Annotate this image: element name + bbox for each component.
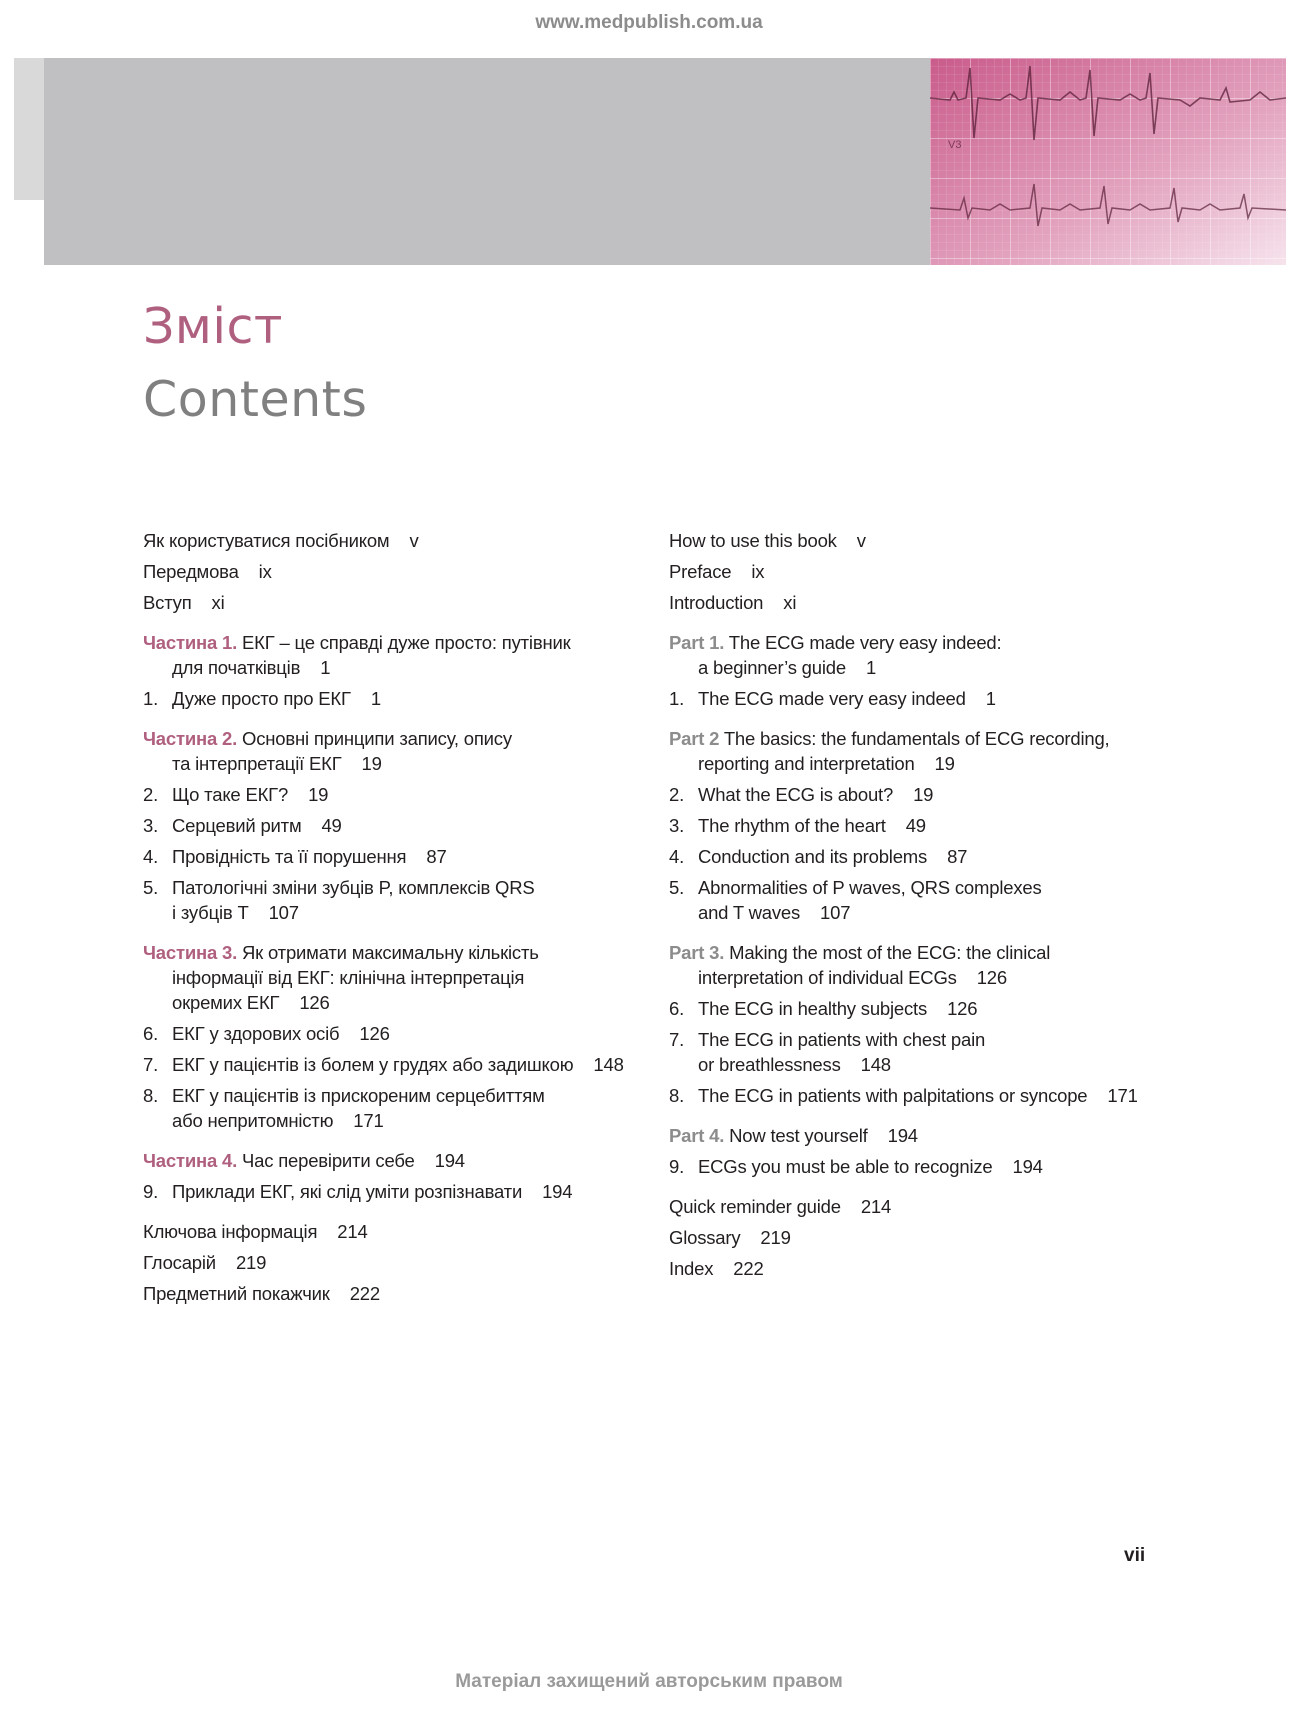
header-band-tab (14, 58, 44, 200)
entry-page: ix (751, 561, 765, 582)
entry-page: 126 (299, 992, 330, 1013)
chapter-title: Conduction and its problems (698, 846, 928, 867)
chapter-title-line1: Патологічні зміни зубців P, комплексів QRS (172, 877, 535, 898)
chapter-number: 8. (669, 1085, 685, 1106)
svg-text:V3: V3 (948, 139, 962, 151)
entry-page: 219 (235, 1252, 267, 1273)
part-title-line2: a beginner’s guide (698, 657, 846, 678)
entry-page: xi (211, 592, 225, 613)
chapter-number: 8. (143, 1085, 159, 1106)
entry-page: 49 (905, 815, 926, 836)
part-title-line3: окремих ЕКГ (172, 992, 280, 1013)
entry-page: 194 (434, 1150, 465, 1171)
chapter-number: 6. (143, 1023, 159, 1044)
entry-title: Вступ (143, 592, 192, 613)
entry-title: How to use this book (669, 530, 837, 551)
entry-page: 1 (985, 688, 996, 709)
part-label: Part 1. (669, 632, 725, 653)
toc-entry-preface[interactable] (669, 559, 1269, 584)
entry-page: 87 (426, 846, 447, 867)
toc-chapter-1[interactable] (143, 686, 673, 711)
entry-page: 107 (268, 902, 299, 923)
part-title-line2: interpretation of individual ECGs (698, 967, 957, 988)
entry-page: 126 (976, 967, 1007, 988)
entry-title: Glossary (669, 1227, 741, 1248)
part-title-line1: ЕКГ – це справді дуже просто: путівник (242, 632, 571, 653)
ecg-strip-image (930, 58, 1286, 265)
site-url: www.medpublish.com.ua (535, 12, 763, 33)
part-title-line2: reporting and interpretation (698, 753, 915, 774)
chapter-number: 4. (143, 846, 159, 867)
toc-part-2[interactable] (143, 726, 673, 776)
chapter-title-line2: і зубців T (172, 902, 249, 923)
entry-page: 19 (934, 753, 955, 774)
entry-page: 107 (820, 902, 851, 923)
header-band (44, 58, 930, 265)
entry-title: Як користуватися посібником (143, 530, 390, 551)
part-title-line1: Making the most of the ECG: the clinical (729, 942, 1051, 963)
chapter-number: 5. (669, 877, 685, 898)
entry-title: Передмова (143, 561, 239, 582)
entry-title: Глосарій (143, 1252, 216, 1273)
chapter-number: 9. (669, 1156, 685, 1177)
entry-page: 126 (359, 1023, 390, 1044)
chapter-title-line1: Abnormalities of P waves, QRS complexes (698, 877, 1042, 898)
chapter-number: 1. (143, 688, 159, 709)
chapter-title: The ECG in patients with palpitations or syncope (698, 1085, 1088, 1106)
chapter-number: 3. (143, 815, 159, 836)
entry-page: 19 (308, 784, 329, 805)
part-label: Part 3. (669, 942, 725, 963)
toc-part-4[interactable] (669, 1123, 1269, 1148)
toc-chapter-2[interactable] (669, 782, 1269, 807)
chapter-number: 3. (669, 815, 685, 836)
entry-page: 222 (733, 1258, 764, 1279)
chapter-title-line2: and T waves (698, 902, 801, 923)
entry-title: Предметний покажчик (143, 1283, 330, 1304)
part-title-line1: The ECG made very easy indeed: (728, 632, 1002, 653)
chapter-title: ЕКГ у здорових осіб (172, 1023, 340, 1044)
toc-part-3[interactable] (669, 940, 1269, 990)
toc-entry-glossary[interactable] (669, 1225, 1269, 1250)
part-title: Now test yourself (729, 1125, 868, 1146)
part-label: Part 2 (669, 728, 720, 749)
entry-title: Introduction (669, 592, 764, 613)
part-title-line2: та інтерпретації ЕКГ (172, 753, 342, 774)
entry-page: xi (783, 592, 797, 613)
entry-page: 171 (353, 1110, 384, 1131)
toc-entry-how-to-use[interactable] (143, 528, 673, 553)
page-title-ukrainian: Зміст (143, 298, 283, 355)
toc-chapter-5[interactable] (143, 875, 673, 925)
chapter-number: 9. (143, 1181, 159, 1202)
toc-chapter-1[interactable] (669, 686, 1269, 711)
chapter-title: Провідність та її порушення (172, 846, 407, 867)
part-label: Частина 3. (143, 942, 238, 963)
chapter-title: The rhythm of the heart (698, 815, 886, 836)
chapter-title: ЕКГ у пацієнтів із болем у грудях або задишкою (172, 1054, 574, 1075)
entry-page: 87 (947, 846, 968, 867)
chapter-number: 2. (143, 784, 159, 805)
entry-page: 1 (320, 657, 331, 678)
toc-chapter-8[interactable] (669, 1083, 1269, 1108)
chapter-title-line2: або непритомністю (172, 1110, 334, 1131)
chapter-number: 2. (669, 784, 685, 805)
chapter-title: Серцевий ритм (172, 815, 302, 836)
toc-chapter-8[interactable] (143, 1083, 673, 1133)
entry-title: Quick reminder guide (669, 1196, 841, 1217)
entry-page: 214 (337, 1221, 368, 1242)
ecg-grid-graphic (930, 58, 1286, 265)
entry-page: 1 (865, 657, 877, 678)
chapter-title: The ECG in healthy subjects (698, 998, 928, 1019)
entry-page: 49 (321, 815, 342, 836)
chapter-title: Приклади ЕКГ, які слід уміти розпізнавати (172, 1181, 523, 1202)
entry-page: 194 (887, 1125, 918, 1146)
part-label: Частина 4. (143, 1150, 238, 1171)
entry-page: 19 (913, 784, 934, 805)
toc-entry-glossary[interactable] (143, 1250, 673, 1275)
part-title-line1: The basics: the fundamentals of ECG recording, (723, 728, 1110, 749)
toc-part-4[interactable] (143, 1148, 673, 1173)
toc-chapter-6[interactable] (143, 1021, 673, 1046)
toc-part-1[interactable] (143, 630, 673, 680)
toc-entry-preface[interactable] (143, 559, 673, 584)
toc-entry-index[interactable] (669, 1256, 1269, 1281)
toc-entry-key-info[interactable] (143, 1219, 673, 1244)
entry-page: v (856, 530, 866, 551)
chapter-number: 1. (669, 688, 685, 709)
part-title-line1: Як отримати максимальну кількість (242, 942, 539, 963)
entry-page: 148 (593, 1054, 624, 1075)
toc-chapter-2[interactable] (143, 782, 673, 807)
toc-entry-quick-reminder[interactable] (669, 1194, 1269, 1219)
toc-chapter-3[interactable] (143, 813, 673, 838)
toc-chapter-3[interactable] (669, 813, 1269, 838)
entry-page: v (409, 530, 419, 551)
toc-chapter-4[interactable] (669, 844, 1269, 869)
toc-chapter-4[interactable] (143, 844, 673, 869)
toc-chapter-6[interactable] (669, 996, 1269, 1021)
entry-title: Preface (669, 561, 732, 582)
chapter-number: 5. (143, 877, 159, 898)
entry-page: 1 (370, 688, 381, 709)
page-number: vii (1124, 1545, 1146, 1566)
toc-part-2[interactable] (669, 726, 1269, 776)
entry-page: 194 (1012, 1156, 1043, 1177)
toc-part-1[interactable] (669, 630, 1269, 680)
entry-title: Ключова інформація (143, 1221, 318, 1242)
toc-part-3[interactable] (143, 940, 673, 1015)
chapter-number: 7. (669, 1029, 685, 1050)
part-title-line2: інформації від ЕКГ: клінічна інтерпретація (172, 967, 525, 988)
toc-entry-intro[interactable] (669, 590, 1269, 615)
toc-entry-index[interactable] (143, 1281, 673, 1306)
chapter-number: 6. (669, 998, 685, 1019)
entry-page: 171 (1107, 1085, 1138, 1106)
chapter-title: What the ECG is about? (698, 784, 894, 805)
chapter-title-line1: The ECG in patients with chest pain (698, 1029, 986, 1050)
entry-page: 214 (860, 1196, 892, 1217)
chapter-title: The ECG made very easy indeed (698, 688, 966, 709)
copyright-note: Матеріал захищений авторським правом (455, 1671, 843, 1692)
chapter-title-line1: ЕКГ у пацієнтів із прискореним серцебиттям (172, 1085, 545, 1106)
entry-title: Index (669, 1258, 714, 1279)
part-label: Частина 2. (143, 728, 238, 749)
entry-page: 194 (542, 1181, 573, 1202)
part-label: Part 4. (669, 1125, 725, 1146)
part-title: Час перевірити себе (242, 1150, 415, 1171)
entry-page: 148 (860, 1054, 891, 1075)
entry-page: ix (258, 561, 272, 582)
toc-chapter-9[interactable] (669, 1154, 1269, 1179)
entry-page: 19 (361, 753, 382, 774)
part-label: Частина 1. (143, 632, 238, 653)
toc-chapter-5[interactable] (669, 875, 1269, 925)
part-title-line1: Основні принципи запису, опису (242, 728, 512, 749)
toc-english (669, 528, 1269, 1287)
entry-page: 126 (947, 998, 978, 1019)
part-title-line2: для початківців (172, 657, 301, 678)
toc-chapter-9[interactable] (143, 1179, 673, 1204)
chapter-number: 7. (143, 1054, 159, 1075)
entry-page: 222 (349, 1283, 380, 1304)
chapter-title: ECGs you must be able to recognize (698, 1156, 993, 1177)
toc-entry-how-to-use[interactable] (669, 528, 1269, 553)
toc-ukrainian (143, 528, 673, 1312)
toc-chapter-7[interactable] (143, 1052, 673, 1077)
chapter-title: Дуже просто про ЕКГ (172, 688, 351, 709)
chapter-title-line2: or breathlessness (698, 1054, 841, 1075)
toc-entry-intro[interactable] (143, 590, 673, 615)
toc-chapter-7[interactable] (669, 1027, 1269, 1077)
page-title-english: Contents (143, 371, 368, 428)
chapter-title: Що таке ЕКГ? (172, 784, 289, 805)
chapter-number: 4. (669, 846, 685, 867)
entry-page: 219 (760, 1227, 791, 1248)
